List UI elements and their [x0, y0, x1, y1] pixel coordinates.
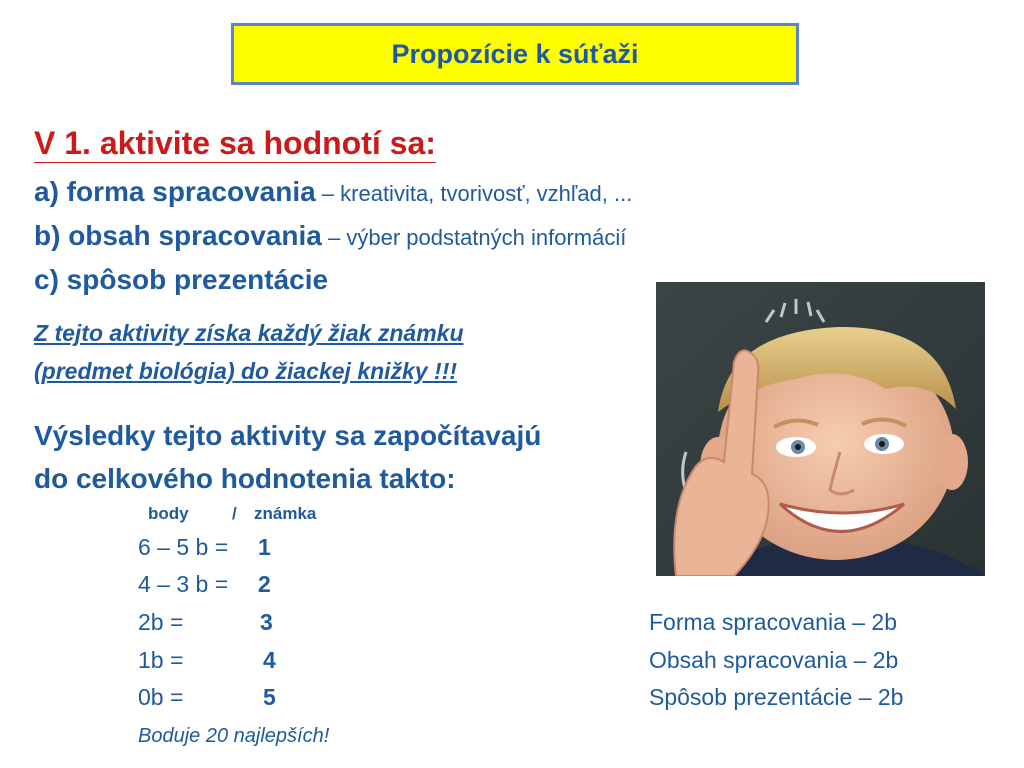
- table-header-sep: /: [232, 504, 237, 523]
- grade-row-points: 6 – 5 b =: [138, 534, 229, 560]
- criterion-label: b) obsah spracovania: [34, 220, 322, 251]
- section-heading: V 1. aktivite sa hodnotí sa:: [34, 125, 436, 161]
- grade-row-points: 2b =: [138, 609, 184, 635]
- slide-title: Propozície k súťaži: [391, 38, 639, 69]
- note-line-2: (predmet biológia) do žiackej knižky !!!: [34, 358, 458, 384]
- table-header-points: body: [148, 504, 189, 523]
- criterion-label: c) spôsob prezentácie: [34, 264, 329, 295]
- criterion-detail: výber podstatných informácií: [346, 225, 627, 250]
- table-header-grade: známka: [254, 504, 317, 523]
- criterion-dash: –: [315, 181, 341, 206]
- criterion-b: [34, 220, 626, 252]
- title-box: [231, 23, 799, 85]
- boy-photo: [656, 282, 985, 576]
- results-line-1: Výsledky tejto aktivity sa započítavajú: [34, 420, 542, 451]
- grade-row-grade: 4: [263, 647, 276, 673]
- criterion-dash: –: [321, 225, 347, 250]
- scoring-item: Obsah spracovania – 2b: [649, 647, 899, 673]
- grade-row-points: 1b =: [138, 647, 184, 673]
- note-line-1: Z tejto aktivity získa každý žiak známku: [34, 320, 464, 346]
- scoring-item: Forma spracovania – 2b: [649, 609, 898, 635]
- results-line-2: do celkového hodnotenia takto:: [34, 463, 456, 494]
- grade-row-points: 4 – 3 b =: [138, 571, 229, 597]
- grade-row-grade: 3: [260, 609, 273, 635]
- grade-row-grade: 1: [258, 534, 271, 560]
- grade-row-grade: 5: [263, 684, 276, 710]
- scoring-item: Spôsob prezentácie – 2b: [649, 684, 904, 710]
- criterion-a: [34, 176, 632, 208]
- criterion-label: a) forma spracovania: [34, 176, 316, 207]
- grade-row-grade: 2: [258, 571, 271, 597]
- criterion-c: [34, 264, 328, 296]
- footnote: Boduje 20 najlepších!: [138, 725, 330, 747]
- grade-row-points: 0b =: [138, 684, 184, 710]
- criterion-detail: kreativita, tvorivosť, vzhľad, ...: [340, 181, 633, 206]
